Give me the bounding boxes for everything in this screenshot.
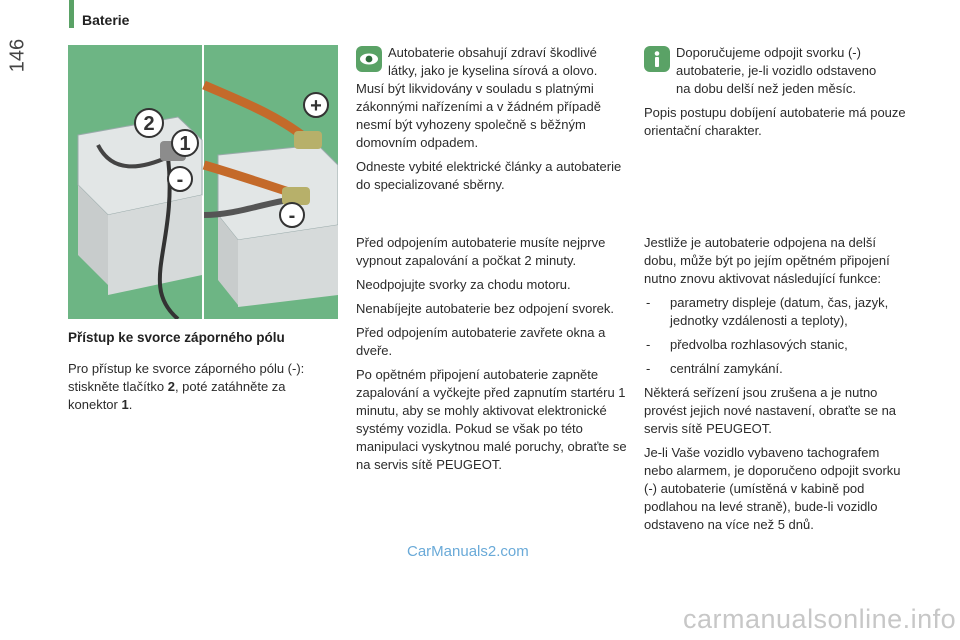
text-before-2: Pro přístup ke svorce záporného pólu (-): stiskněte tlačítko bbox=[68, 361, 305, 394]
eye-icon bbox=[356, 46, 382, 72]
disconnect-p2: Neodpojujte svorky za chodu motoru. bbox=[356, 277, 571, 292]
battery-illustration bbox=[68, 45, 338, 319]
plus-right: + bbox=[310, 95, 322, 117]
reactivation-p1: Jestliže je autobaterie odpojena na delší dobu, může být po jejím opětném připojení nutno znovu aktivovat následující funkce: bbox=[644, 235, 890, 286]
eco-paragraph2: Odneste vybité elektrické články a autobaterie do specializované sběrny. bbox=[356, 159, 622, 192]
bold-2: 2 bbox=[167, 379, 175, 394]
list-item-text: centrální zamykání. bbox=[670, 361, 783, 376]
reactivation-instructions bbox=[644, 234, 908, 540]
negative-terminal-heading: Přístup ke svorce záporného pólu bbox=[68, 330, 285, 345]
battery-diagram bbox=[68, 45, 338, 319]
text-between: , poté zatáhněte za konektor bbox=[68, 379, 286, 412]
list-item-text: předvolba rozhlasových stanic, bbox=[670, 337, 848, 352]
info-line1: Doporučujeme odpojit svorku (-) bbox=[676, 45, 861, 60]
section-title: Baterie bbox=[82, 12, 130, 28]
info-note bbox=[644, 44, 908, 146]
disconnect-instructions bbox=[356, 234, 632, 480]
info-icon bbox=[644, 46, 670, 72]
bold-1: 1 bbox=[121, 397, 129, 412]
negative-terminal-paragraph bbox=[68, 360, 338, 414]
list-dash: - bbox=[646, 361, 651, 376]
disconnect-p1: Před odpojením autobaterie musíte nejprve vypnout zapalování a počkat 2 minuty. bbox=[356, 235, 606, 268]
eco-line2: látky, jako je kyselina sírová a olovo. bbox=[388, 63, 598, 78]
label-1: 1 bbox=[179, 133, 191, 155]
clamp-negative bbox=[282, 187, 310, 205]
info-line2: autobaterie, je-li vozidlo odstaveno bbox=[676, 63, 877, 78]
negative-terminal-text bbox=[68, 360, 338, 420]
reactivation-p3: Je-li Vaše vozidlo vybaveno tachografem nebo alarmem, je doporučeno odpojit svorku (-) autobaterie (umístěná v kabině pod podlahou na levé straně), bude-li vozidlo odstaveno na více než 5 dnů. bbox=[644, 445, 901, 532]
info-line3: na dobu delší než jeden měsíc. bbox=[676, 81, 856, 96]
list-item-text: parametry displeje (datum, čas, jazyk, jednotky vzdálenosti a teploty), bbox=[670, 295, 889, 328]
eco-note bbox=[356, 44, 632, 200]
minus-right: - bbox=[288, 205, 296, 227]
info-paragraph2: Popis postupu dobíjení autobaterie má pouze orientační charakter. bbox=[644, 105, 906, 138]
clamp-positive bbox=[294, 131, 322, 149]
disconnect-p3: Nenabíjejte autobaterie bez odpojení svorek. bbox=[356, 301, 615, 316]
page-number: 146 bbox=[6, 38, 29, 73]
label-2: 2 bbox=[143, 113, 155, 135]
list-item bbox=[644, 360, 908, 378]
disconnect-p5: Po opětném připojení autobaterie zapněte zapalování a vyčkejte před zapnutím startéru 1 minutu, aby se mohly aktivovat elektronické systémy vozidla. Pokud se však po této manipulaci vyskytnou malé poruchy, obraťte se na servis sítě PEUGEOT. bbox=[356, 367, 627, 472]
watermark-carmanuals2[interactable]: CarManuals2.com bbox=[407, 543, 529, 560]
eco-rest: Musí být likvidovány v souladu s platnými zákonnými nařízeními a v žádném případě nesmí být vyhozeny společně s běžným domovním odpadem. bbox=[356, 81, 601, 150]
list-dash: - bbox=[646, 295, 651, 310]
disconnect-p4: Před odpojením autobaterie zavřete okna a dveře. bbox=[356, 325, 606, 358]
list-dash: - bbox=[646, 337, 651, 352]
watermark-carmanualsonline: carmanualsonline.info bbox=[683, 604, 957, 634]
reactivation-p2: Některá seřízení jsou zrušena a je nutno provést jejich nové nastavení, obraťte se na servis sítě PEUGEOT. bbox=[644, 385, 897, 436]
list-item bbox=[644, 294, 908, 330]
list-item bbox=[644, 336, 908, 354]
minus-left: - bbox=[176, 169, 184, 191]
eco-line1: Autobaterie obsahují zdraví škodlivé bbox=[388, 45, 597, 60]
section-accent-bar bbox=[69, 0, 74, 28]
functions-list bbox=[644, 294, 908, 378]
text-end: . bbox=[128, 397, 133, 412]
